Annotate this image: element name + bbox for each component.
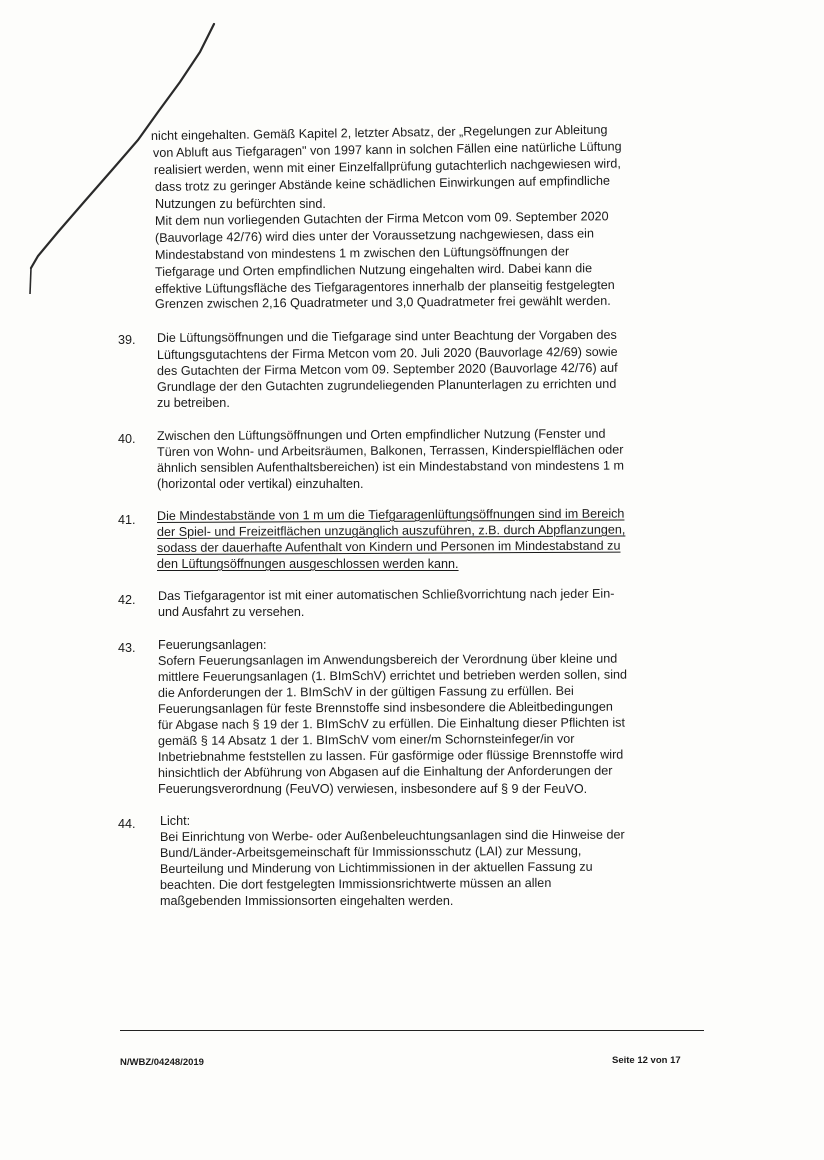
item-line: beachten. Die dort festgelegten Immissionsrichtwerte müssen an allen (159, 875, 552, 892)
intro-line: Mit dem nun vorliegenden Gutachten der Firma Metcon vom 09. September 2020 (154, 209, 609, 228)
item-line: gemäß § 14 Absatz 1 der 1. BImSchV vom einer/m Schornsteinfeger/in vor (157, 731, 575, 748)
intro-line: dass trotz zu geringer Abstände keine schädlichen Einwirkungen auf empfindliche (154, 173, 611, 194)
item-line: Bei Einrichtung von Werbe- oder Außenbeleuchtungsanlagen sind die Hinweise der (159, 827, 625, 844)
item-line: die Anforderungen der 1. BImSchV in der gültigen Fassung zu erfüllen. Bei (157, 683, 574, 700)
item-number: 44. (118, 817, 136, 831)
intro-line: von Abluft aus Tiefgaragen" von 1997 kann in solchen Fällen eine natürliche Lüftung (152, 139, 622, 160)
item-line: Die Lüftungsöffnungen und die Tiefgarage sind unter Beachtung der Vorgaben des (156, 327, 617, 345)
intro-line: nicht eingehalten. Gemäß Kapitel 2, letzter Absatz, der „Regelungen zur Ableitung (150, 122, 608, 143)
intro-line: realisiert werden, wenn mit einer Einzelfallprüfung gutachterlich nachgewiesen wird, (153, 156, 621, 177)
intro-line: Grenzen zwischen 2,16 Quadratmeter und 3,0 Quadratmeter frei gewählt werden. (154, 293, 611, 311)
item-line: hinsichtlich der Abführung von Abgasen auf die Einhaltung der Anforderungen der (157, 763, 613, 780)
item-line: Türen von Wohn- und Arbeitsräumen, Balkonen, Terrassen, Kinderspielflächen oder (156, 442, 624, 459)
item-line: Sofern Feuerungsanlagen im Anwendungsbereich der Verordnung über kleine und (157, 651, 618, 668)
item-line: Licht: (160, 814, 191, 828)
item-line: Bund/Länder-Arbeitsgemeinschaft für Immissionsschutz (LAI) zur Messung, (159, 843, 582, 860)
item-number: 40. (118, 432, 136, 446)
item-number: 39. (118, 333, 136, 347)
item-line: (horizontal oder vertikal) einzuhalten. (157, 477, 364, 491)
item-line: Die Mindestabstände von 1 m um die Tiefgaragenlüftungsöffnungen sind im Bereich (156, 506, 625, 523)
item-number: 43. (118, 641, 136, 655)
intro-line: Mindestabstand von mindestens 1 m zwischen den Lüftungsöffnungen der (154, 244, 570, 262)
item-line: maßgebenden Immissionsorten eingehalten werden. (160, 894, 454, 908)
item-line: Lüftungsgutachtens der Firma Metcon vom 20. Juli 2020 (Bauvorlage 42/69) sowie (156, 344, 618, 362)
item-line: Feuerungsanlagen für feste Brennstoffe sind insbesondere die Ableitbedingungen (157, 699, 613, 716)
intro-line: (Bauvorlage 42/76) wird dies unter der Voraussetzung nachgewiesen, dass ein (154, 226, 595, 245)
intro-line: Nutzungen zu befürchten sind. (155, 197, 326, 211)
item-number: 41. (118, 513, 136, 527)
page-number: Seite 12 von 17 (612, 1055, 681, 1066)
item-line: ähnlich sensiblen Aufenthaltsbereichen) ist ein Mindestabstand von mindestens 1 m (156, 458, 624, 475)
item-line: der Spiel- und Freizeitflächen unzugänglich auszuführen, z.B. durch Abpflanzungen, (156, 522, 626, 539)
intro-line: Tiefgarage und Orten empfindlichen Nutzung eingehalten wird. Dabei kann die (154, 261, 593, 279)
item-line: zu betreiben. (157, 396, 230, 410)
item-line: Grundlage der den Gutachten zugrundeliegenden Planunterlagen zu errichten und (156, 376, 617, 394)
item-line: mittlere Feuerungsanlagen (1. BImSchV) errichtet und betrieben werden sollen, sind (157, 667, 628, 684)
footer-divider (120, 1030, 704, 1031)
intro-line: effektive Lüftungsfläche des Tiefgaragentores innerhalb der planseitig festgelegten (154, 277, 615, 296)
item-line: für Abgase nach § 19 der 1. BImSchV zu erfüllen. Die Einhaltung dieser Pflichten ist (157, 715, 625, 732)
item-line: Das Tiefgaragentor ist mit einer automatischen Schließvorrichtung nach jeder Ein- (157, 586, 615, 603)
item-number: 42. (118, 593, 136, 607)
item-line: Feuerungsverordnung (FeuVO) verwiesen, insbesondere auf § 9 der FeuVO. (158, 782, 588, 796)
file-number: N/WBZ/04248/2019 (120, 1057, 204, 1068)
item-line: Zwischen den Lüftungsöffnungen und Orten empfindlicher Nutzung (Fenster und (156, 426, 606, 443)
item-line: Beurteilung und Minderung von Lichtimmissionen in der aktuellen Fassung zu (159, 859, 593, 876)
item-line: des Gutachten der Firma Metcon vom 09. September 2020 (Bauvorlage 42/76) auf (156, 360, 618, 378)
item-line: und Ausfahrt zu versehen. (158, 605, 305, 619)
item-line: Inbetriebnahme feststellen zu lassen. Für gasförmige oder flüssige Brennstoffe wird (157, 747, 624, 764)
item-line: sodass der dauerhafte Aufenthalt von Kindern und Personen im Mindestabstand zu (156, 538, 621, 555)
item-line: Feuerungsanlagen: (158, 638, 267, 652)
item-line: den Lüftungsöffnungen ausgeschlossen werden kann. (157, 557, 459, 571)
